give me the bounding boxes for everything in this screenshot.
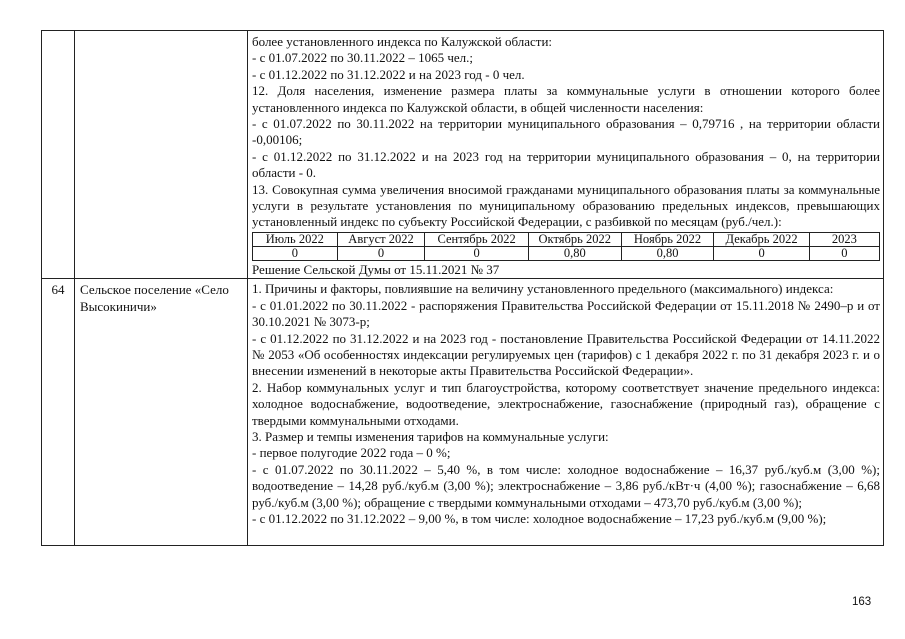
text-line: - первое полугодие 2022 года – 0 %; [252, 445, 451, 461]
text-line: - с 01.12.2022 по 31.12.2022 и на 2023 год на территории муниципального образования – 0, на территории области - 0. [252, 148, 880, 181]
text-line: - с 01.12.2022 по 31.12.2022 и на 2023 год - 0 чел. [252, 66, 525, 82]
text-line: - с 01.07.2022 по 30.11.2022 на территории муниципального образования – 0,79716 , на территории области -0,00106; [252, 116, 880, 148]
month-value: 0 [425, 246, 528, 260]
months-value-row [253, 246, 880, 260]
text-line: более установленного индекса по Калужской области: [252, 34, 553, 49]
month-header: Август 2022 [337, 232, 425, 246]
row-number-cell: 64 [42, 279, 75, 546]
months-header-row [253, 232, 880, 246]
paragraph-2: 2. Набор коммунальных услуг и тип благоустройства, которому соответствует значение предельного индекса: холодное водоснабжение, водоотведение, электроснабжение, газоснабжение (природный газ), обращение с твердыми коммунальными отходами. [252, 379, 880, 428]
month-header: Декабрь 2022 [714, 232, 809, 246]
month-header: Июль 2022 [253, 232, 338, 246]
table-row-64 [42, 279, 884, 546]
monthly-increase-table [252, 232, 880, 261]
text-line: - с 01.12.2022 по 31.12.2022 – 9,00 %, в том числе: холодное водоснабжение – 17,23 руб./куб.м (9,00 %); [252, 510, 827, 526]
paragraph-1: 1. Причины и факторы, повлиявшие на величину установленного предельного (максимального) индекса: [252, 281, 834, 297]
month-value: 0,80 [528, 246, 621, 260]
text-line: - с 01.12.2022 по 31.12.2022 и на 2023 год - постановление Правительства Российской Федерации от 14.11.2022 № 2053 «Об особенностях индексации регулируемых цен (тарифов) с 1 декабря 2022 г. по 31 декабря 2023 г. и о внесении изменений в некоторые акты Правительства Российской Федерации». [252, 330, 880, 379]
month-value: 0,80 [621, 246, 714, 260]
paragraph-12: 12. Доля населения, изменение размера платы за коммунальные услуги в отношении которого более установленного индекса по Калужской области, в общей численности населения: [252, 83, 880, 115]
council-decision: Решение Сельской Думы от 15.11.2021 № 37 [252, 261, 500, 277]
text-line: - с 01.07.2022 по 30.11.2022 – 1065 чел.; [252, 50, 473, 66]
page-number: 163 [852, 596, 872, 608]
month-header: 2023 [809, 232, 879, 246]
text-line: - с 01.07.2022 по 30.11.2022 – 5,40 %, в том числе: холодное водоснабжение – 16,37 руб./куб.м (3,00 %); водоотведение – 14,28 руб./куб.м (3,00 %); электроснабжение – 3,86 руб./кВт·ч (4,00 %); газоснабжение – 6,68 руб./куб.м (3,00 %); обращение с твердыми коммунальными отходами – 473,70 руб./куб.м (3,00 %); [252, 461, 880, 510]
month-value: 0 [809, 246, 879, 260]
municipality-name-cell [75, 31, 248, 279]
description-cell [248, 31, 884, 279]
paragraph-13: 13. Совокупная сумма увеличения вносимой гражданами муниципального образования платы за коммунальные услуги в результате установления по муниципальному образованию предельных индексов, превышающих установленный индекс по субъекту Российской Федерации, с разбивкой по месяцам (руб./чел.): [252, 181, 880, 230]
row-number-cell [42, 31, 75, 279]
month-value: 0 [253, 246, 338, 260]
month-value: 0 [337, 246, 425, 260]
table-row-continued [42, 31, 884, 279]
text-line: - с 01.01.2022 по 30.11.2022 - распоряжения Правительства Российской Федерации от 15.11.2018 № 2490–р и от 30.10.2021 № 3073-р; [252, 297, 880, 330]
month-header: Ноябрь 2022 [621, 232, 714, 246]
description-cell [248, 279, 884, 546]
month-header: Октябрь 2022 [528, 232, 621, 246]
description-content [252, 281, 880, 545]
month-value: 0 [714, 246, 809, 260]
month-header: Сентябрь 2022 [425, 232, 528, 246]
paragraph-3: 3. Размер и темпы изменения тарифов на коммунальные услуги: [252, 428, 609, 444]
document-table [41, 30, 884, 546]
municipality-name-cell: Сельское поселение «Село Высокиничи» [75, 279, 248, 546]
